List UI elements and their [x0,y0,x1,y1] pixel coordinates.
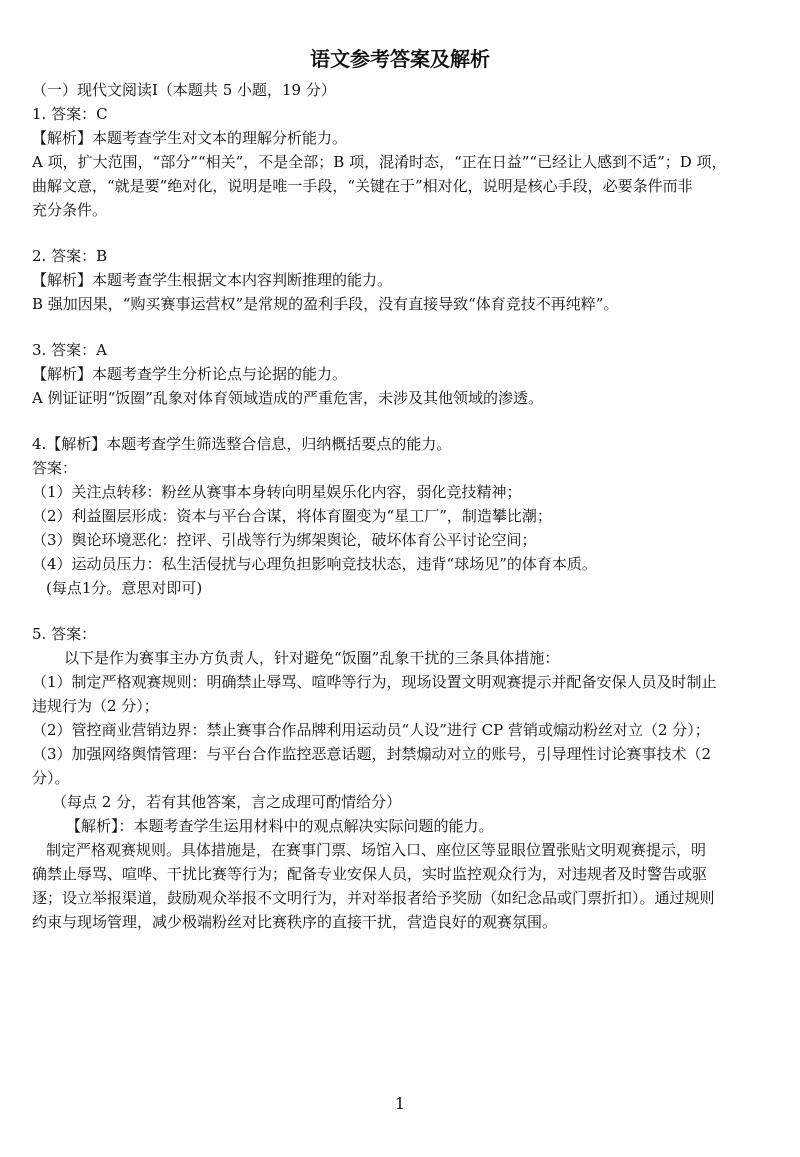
q4-analysis: 4.【解析】本题考查学生筛选整合信息，归纳概括要点的能力。 [32,435,452,453]
spacer [32,316,772,338]
q5-scoring-note: （每点 2 分，若有其他答案，言之成理可酌情给分） [52,793,402,811]
q5-answer-label: 5. 答案： [32,625,97,643]
page-number: 1 [394,1094,406,1113]
q3-analysis: 【解析】本题考查学生分析论点与论据的能力。 [32,365,348,383]
q1-explanation-line: A 项，扩大范围，“部分”“相关”，不是全部；B 项，混淆时态，“正在日益”“已经让人感到不适”；D 项， [32,153,727,171]
q1-analysis: 【解析】本题考查学生对文本的理解分析能力。 [32,129,348,147]
q4-point: （1）关注点转移：粉丝从赛事本身转向明星娱乐化内容，弱化竞技精神； [32,483,522,501]
spacer [32,410,772,432]
q4-point: （4）运动员压力：私生活侵扰与心理负担影响竞技状态，违背“球场见”的体育本质。 [32,555,597,573]
spacer [32,600,772,622]
q5-paragraph-line: 逐；设立举报渠道，鼓励观众举报不文明行为，并对举报者给予奖励（如纪念品或门票折扣）。通过规则 [32,889,715,907]
q5-measure-line: （3）加强网络舆情管理：与平台合作监控恶意话题，封禁煽动对立的账号，引导理性讨论赛事技术（2 [32,745,712,763]
q5-paragraph-line: 制定严格观赛规则。具体措施是，在赛事门票、场馆入口、座位区等显眼位置张贴文明观赛提示，明 [46,841,707,859]
spacer [32,222,772,244]
document-title: 语文参考答案及解析 [310,47,490,71]
section-heading: （一）现代文阅读Ⅰ（本题共 5 小题，19 分） [32,81,336,99]
q1-explanation-line: 充分条件。 [32,201,108,219]
q2-analysis: 【解析】本题考查学生根据文本内容判断推理的能力。 [32,271,393,289]
q5-intro: 以下是作为赛事主办方负责人，针对避免“饭圈”乱象干扰的三条具体措施： [64,649,560,667]
q5-paragraph-line: 约束与现场管理，减少极端粉丝对比赛秩序的直接干扰，营造良好的观赛氛围。 [32,913,558,931]
document-body [32,78,772,934]
q4-scoring-note: (每点1分。意思对即可) [46,579,203,597]
q1-answer: 1. 答案：C [32,105,108,123]
q5-measure-line: 违规行为（2 分）； [32,697,159,715]
q2-answer: 2. 答案：B [32,247,108,265]
q5-measure-line: （2）管控商业营销边界：禁止赛事合作品牌利用运动员“人设”进行 CP 营销或煽动粉丝对立（2 分）； [32,721,710,739]
q1-explanation-line: 曲解文意，“就是要”绝对化，说明是唯一手段，“关键在于”相对化，说明是核心手段，必要条件而非 [32,177,693,195]
q5-measure-line: 分）。 [32,769,70,787]
q3-explanation-line: A 例证证明“饭圈”乱象对体育领域造成的严重危害，未涉及其他领域的渗透。 [32,389,543,407]
q4-point: （2）利益圈层形成：资本与平台合谋，将体育圈变为“星工厂”，制造攀比潮； [32,507,552,525]
q5-analysis: 【解析】：本题考查学生运用材料中的观点解决实际问题的能力。 [66,817,494,835]
q4-point: （3）舆论环境恶化：控评、引战等行为绑架舆论，破坏体育公平讨论空间； [32,531,537,549]
q5-measure-line: （1）制定严格观赛规则：明确禁止辱骂、喧哗等行为，现场设置文明观赛提示并配备安保人员及时制止 [32,673,717,691]
q5-paragraph-line: 确禁止辱骂、喧哗、干扰比赛等行为；配备专业安保人员，实时监控观众行为，对违规者及时警告或驱 [32,865,708,883]
q4-answer-label: 答案： [32,459,78,477]
q2-explanation-line: B 强加因果，“购买赛事运营权”是常规的盈利手段，没有直接导致“体育竞技不再纯粹”。 [32,295,619,313]
q3-answer: 3. 答案：A [32,341,107,359]
